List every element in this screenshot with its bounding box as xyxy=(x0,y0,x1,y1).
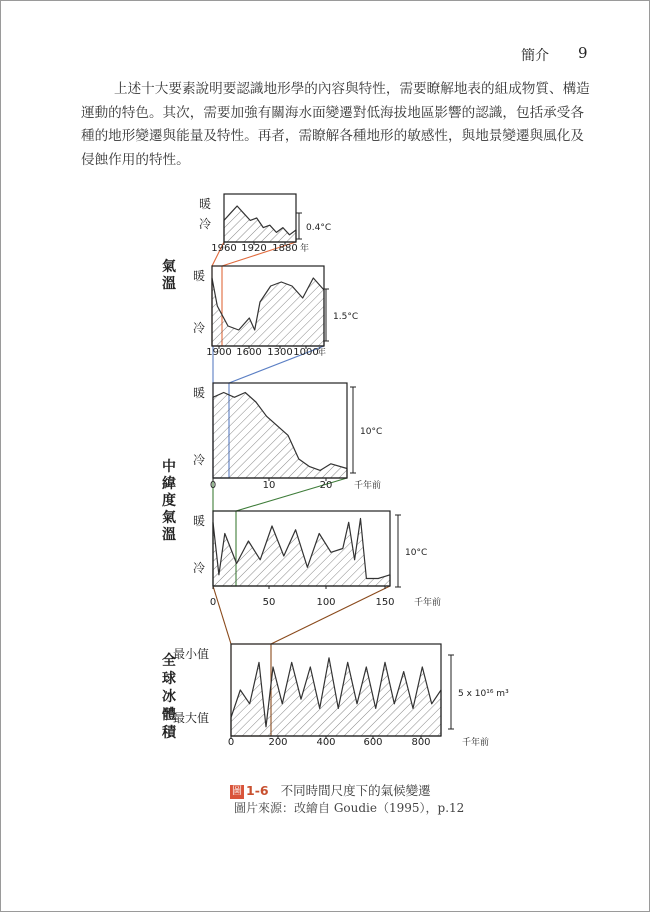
vertical-label-char: 體 xyxy=(162,707,176,723)
running-header-title: 簡介 xyxy=(521,48,549,64)
climate-panel-4 xyxy=(193,511,441,608)
climate-panel-2 xyxy=(193,266,358,358)
scale-label: 10°C xyxy=(405,548,428,558)
x-unit-label: 年 xyxy=(300,244,310,254)
climate-area-series xyxy=(231,658,441,736)
figure-source: 圖片來源：改繪自 Goudie（1995），p.12 xyxy=(234,801,465,815)
caption-text: 不同時間尺度下的氣候變遷 xyxy=(280,783,431,798)
climate-area-series xyxy=(212,278,324,346)
vertical-label-char: 緯 xyxy=(162,476,176,492)
paragraph-line: 侵蝕作用的特性。 xyxy=(81,151,190,168)
vertical-label-char: 全 xyxy=(162,653,176,669)
climate-area-series xyxy=(213,393,347,479)
caption-number: 1-6 xyxy=(246,783,269,798)
paragraph-line: 種的地形變遷與能量及特性。再者，需瞭解各種地形的敏感性，與地景變遷與風化及 xyxy=(81,128,584,144)
y-top-label: 最小值 xyxy=(172,647,210,661)
vertical-label-char: 積 xyxy=(162,725,176,741)
climate-change-figure xyxy=(1,1,650,913)
vertical-label-char: 氣 xyxy=(162,259,176,275)
x-tick-label: 1600 xyxy=(236,347,262,358)
x-tick-label: 200 xyxy=(268,737,288,748)
x-tick-label: 50 xyxy=(262,597,276,608)
figure-caption xyxy=(230,781,431,799)
x-tick-label: 400 xyxy=(316,737,336,748)
vertical-label-char: 球 xyxy=(162,671,176,687)
x-tick-label: 20 xyxy=(319,480,333,491)
x-tick-label: 1900 xyxy=(206,347,232,358)
x-tick-label: 1920 xyxy=(241,243,267,254)
y-bottom-label: 冷 xyxy=(192,321,206,335)
paragraph-line: 運動的特色。其次，需要加強有關海水面變遷對低海拔地區影響的認識，包括承受各 xyxy=(81,104,584,121)
x-unit-label: 千年前 xyxy=(414,598,442,608)
x-unit-label: 千年前 xyxy=(462,738,490,748)
x-tick-label: 1300 xyxy=(267,347,293,358)
vertical-label-char: 中 xyxy=(162,459,176,475)
side-label-temperature xyxy=(162,258,176,292)
climate-panel-3 xyxy=(193,383,382,491)
x-tick-label: 100 xyxy=(316,597,336,608)
vertical-label-char: 溫 xyxy=(162,527,176,543)
y-bottom-label: 冷 xyxy=(192,561,206,575)
x-unit-label: 千年前 xyxy=(354,481,382,491)
vertical-label-char: 氣 xyxy=(162,510,176,526)
y-top-label: 暖 xyxy=(192,386,206,400)
scale-label: 10°C xyxy=(360,427,383,437)
scale-label: 5 x 10¹⁶ m³ xyxy=(458,689,509,699)
side-label-global-ice-volume xyxy=(161,652,177,741)
x-tick-label: 1000 xyxy=(293,347,319,358)
page-number: 9 xyxy=(578,44,588,62)
x-tick-label: 0 xyxy=(227,737,235,748)
x-tick-label: 0 xyxy=(209,597,217,608)
paragraph-line: 上述十大要素說明要認識地形學的內容與特性，需要瞭解地表的組成物質、構造 xyxy=(114,81,590,97)
scale-label: 0.4°C xyxy=(306,223,332,233)
x-tick-label: 1880 xyxy=(272,243,298,254)
vertical-label-char: 溫 xyxy=(162,276,176,292)
x-tick-label: 1960 xyxy=(211,243,237,254)
x-tick-label: 10 xyxy=(262,480,276,491)
side-label-mid-latitude-temperature xyxy=(162,458,176,543)
vertical-label-char: 度 xyxy=(162,493,176,509)
x-tick-label: 600 xyxy=(363,737,383,748)
vertical-label-char: 冰 xyxy=(162,689,176,705)
x-tick-label: 800 xyxy=(411,737,431,748)
climate-panel-1 xyxy=(199,194,331,254)
climate-panel-5 xyxy=(173,644,509,748)
x-unit-label: 年 xyxy=(317,348,327,358)
y-top-label: 暖 xyxy=(198,197,212,211)
y-top-label: 暖 xyxy=(192,514,206,528)
y-bottom-label: 最大值 xyxy=(172,711,210,725)
y-top-label: 暖 xyxy=(192,269,206,283)
climate-area-series xyxy=(213,519,390,587)
scale-label: 1.5°C xyxy=(333,312,359,322)
x-tick-label: 0 xyxy=(209,480,217,491)
y-bottom-label: 冷 xyxy=(198,217,212,231)
y-bottom-label: 冷 xyxy=(192,453,206,467)
x-tick-label: 150 xyxy=(375,597,395,608)
caption-tag: 圖 xyxy=(232,786,242,797)
climate-area-series xyxy=(224,206,296,242)
